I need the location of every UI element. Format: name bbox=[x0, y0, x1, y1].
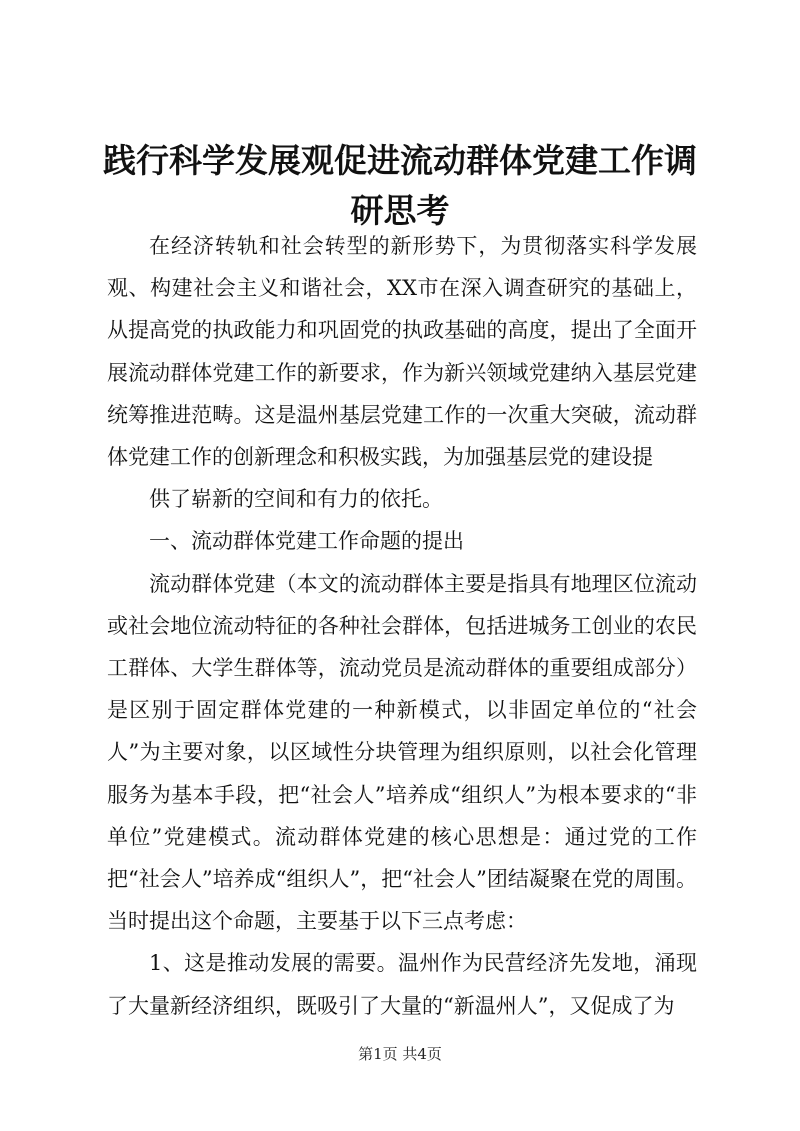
paragraph-definition: 流动群体党建（本文的流动群体主要是指具有地理区位流动或社会地位流动特征的各种社会群体，包括进城务工创业的农民工群体、大学生群体等，流动党员是流动群体的重要组成部分）是区别于固定群体党建的一种新模式，以非固定单位的“社会人”为主要对象，以区域性分块管理为组织原则，以社会化管理服务为基本手段，把“社会人”培养成“组织人”为根本要求的“非单位”党建模式。流动群体党建的核心思想是：通过党的工作把“社会人”培养成“组织人”，把“社会人”团结凝聚在党的周围。当时提出这个命题，主要基于以下三点考虑： bbox=[107, 571, 697, 934]
page-number-label: 第1页 共4页 bbox=[358, 1045, 442, 1063]
document-body bbox=[107, 225, 697, 1027]
paragraph-point-1: 1、这是推动发展的需要。温州作为民营经济先发地，涌现了大量新经济组织，既吸引了大量的“新温州人”，又促成了为 bbox=[107, 951, 697, 1018]
page-footer bbox=[0, 1044, 800, 1064]
paragraph-intro: 在经济转轨和社会转型的新形势下，为贯彻落实科学发展观、构建社会主义和谐社会，XX市在深入调查研究的基础上，从提高党的执政能力和巩固党的执政基础的高度，提出了全面开展流动群体党建工作的新要求，作为新兴领域党建纳入基层党建统筹推进范畴。这是温州基层党建工作的一次重大突破，流动群体党建工作的创新理念和积极实践，为加强基层党的建设提 bbox=[107, 234, 697, 470]
paragraph-intro-continued: 供了崭新的空间和有力的依托。 bbox=[149, 487, 443, 512]
document-title: 践行科学发展观促进流动群体党建工作调研思考 bbox=[103, 141, 697, 230]
section-heading-1: 一、流动群体党建工作命题的提出 bbox=[149, 529, 464, 554]
